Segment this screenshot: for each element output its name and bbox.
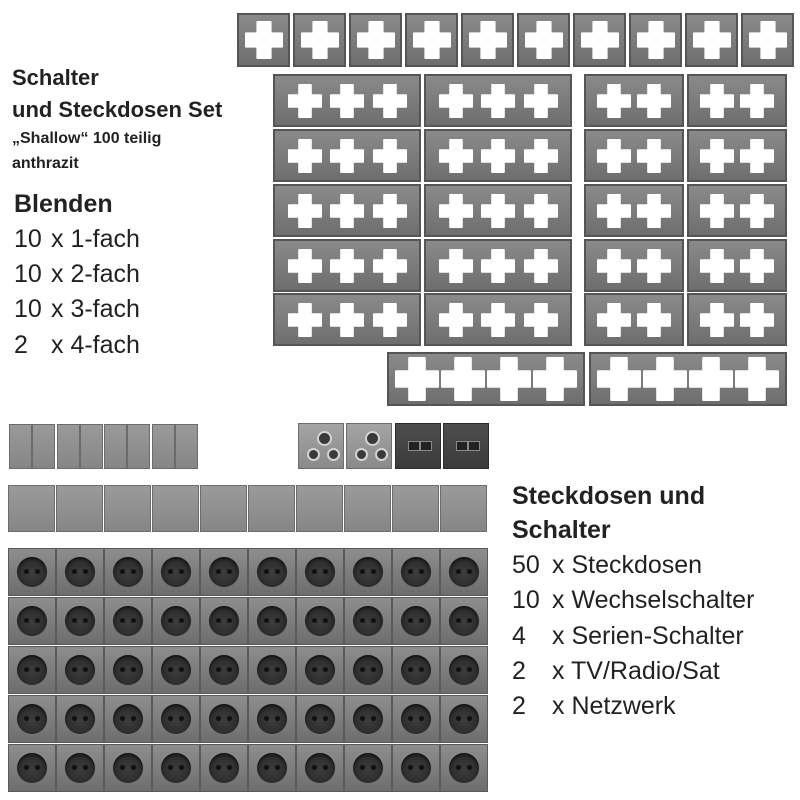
schuko-socket-icon [104,597,152,645]
cross-cutout-icon [689,357,733,401]
schuko-socket-icon [296,744,344,792]
frame-2-fach [584,129,684,182]
schuko-socket-icon [56,744,104,792]
cross-cutout-icon [288,139,322,173]
schuko-socket-icon [200,597,248,645]
frame-2-fach [584,293,684,346]
schuko-socket-icon [344,744,392,792]
cross-cutout-icon [637,249,671,283]
cross-cutout-icon [373,84,407,118]
cross-cutout-icon [637,21,675,59]
schuko-socket-icon [296,548,344,596]
steckdosen-qty: 2 [512,657,526,685]
schuko-socket-icon [56,695,104,743]
cross-cutout-icon [245,21,283,59]
schuko-socket-icon [152,646,200,694]
steckdosen-heading-line1: Steckdosen und [512,482,706,510]
frame-3-fach [273,129,421,182]
schuko-socket-icon [8,695,56,743]
cross-cutout-icon [357,21,395,59]
cross-cutout-icon [524,139,558,173]
blenden-label: x 4-fach [51,331,140,359]
schuko-socket-icon [392,597,440,645]
steckdosen-label: x TV/Radio/Sat [552,657,720,685]
schuko-socket-icon [296,695,344,743]
wechselschalter [344,485,391,532]
cross-cutout-icon [330,194,364,228]
schuko-socket-icon [200,744,248,792]
blenden-label: x 2-fach [51,260,140,288]
switch-split-line [31,424,33,469]
network-port-icon [395,423,441,469]
schuko-socket-icon [440,548,488,596]
wechselschalter [440,485,487,532]
cross-cutout-icon [735,357,779,401]
cross-cutout-icon [525,21,563,59]
cross-cutout-icon [439,139,473,173]
schuko-socket-icon [200,695,248,743]
switch-split-line [79,424,81,469]
schuko-socket-icon [152,695,200,743]
steckdosen-label: x Wechselschalter [552,586,755,614]
schuko-socket-icon [248,695,296,743]
cross-cutout-icon [700,84,734,118]
frame-2-fach [584,74,684,127]
cross-cutout-icon [597,194,631,228]
cross-cutout-icon [524,303,558,337]
schuko-socket-icon [344,695,392,743]
cross-cutout-icon [740,194,774,228]
cross-cutout-icon [740,249,774,283]
cross-cutout-icon [749,21,787,59]
cross-cutout-icon [700,303,734,337]
frame-1-fach [517,13,570,67]
cross-cutout-icon [330,249,364,283]
frame-2-fach [584,184,684,237]
cross-cutout-icon [693,21,731,59]
set-subtitle-line2: anthrazit [12,155,79,172]
frame-2-fach [687,129,787,182]
schuko-socket-icon [440,744,488,792]
blenden-heading: Blenden [14,190,113,218]
frame-1-fach [685,13,738,67]
cross-cutout-icon [740,139,774,173]
frame-2-fach [687,74,787,127]
cross-cutout-icon [395,357,439,401]
cross-cutout-icon [740,303,774,337]
schuko-socket-icon [344,597,392,645]
steckdosen-label: x Serien-Schalter [552,622,744,650]
cross-cutout-icon [740,84,774,118]
schuko-socket-icon [392,744,440,792]
schuko-socket-icon [8,548,56,596]
cross-cutout-icon [524,194,558,228]
schuko-socket-icon [296,646,344,694]
steckdosen-qty: 4 [512,622,526,650]
wechselschalter [296,485,343,532]
wechselschalter [56,485,103,532]
cross-cutout-icon [481,84,515,118]
schuko-socket-icon [392,548,440,596]
frame-4-fach [387,352,585,406]
cross-cutout-icon [637,303,671,337]
wechselschalter [392,485,439,532]
frame-1-fach [405,13,458,67]
cross-cutout-icon [413,21,451,59]
cross-cutout-icon [700,249,734,283]
cross-cutout-icon [581,21,619,59]
steckdosen-heading-line2: Schalter [512,516,611,544]
steckdosen-qty: 2 [512,692,526,720]
cross-cutout-icon [373,194,407,228]
frame-1-fach [237,13,290,67]
network-port-icon [443,423,489,469]
schuko-socket-icon [248,646,296,694]
schuko-socket-icon [104,548,152,596]
cross-cutout-icon [597,303,631,337]
wechselschalter [200,485,247,532]
frame-1-fach [573,13,626,67]
tv-radio-sat-socket-icon [346,423,392,469]
set-title-line2: und Steckdosen Set [12,97,223,122]
steckdosen-label: x Steckdosen [552,551,703,579]
cross-cutout-icon [441,357,485,401]
frame-3-fach [273,239,421,292]
cross-cutout-icon [533,357,577,401]
cross-cutout-icon [330,303,364,337]
wechselschalter [152,485,199,532]
cross-cutout-icon [597,249,631,283]
frame-3-fach [424,239,572,292]
schuko-socket-icon [344,548,392,596]
frame-3-fach [273,74,421,127]
frame-2-fach [687,293,787,346]
frame-2-fach [687,239,787,292]
frame-1-fach [293,13,346,67]
schuko-socket-icon [152,597,200,645]
frame-1-fach [741,13,794,67]
schuko-socket-icon [440,597,488,645]
cross-cutout-icon [330,139,364,173]
schuko-socket-icon [56,597,104,645]
schuko-socket-icon [104,744,152,792]
cross-cutout-icon [330,84,364,118]
blenden-qty: 10 [14,225,42,253]
frame-3-fach [424,184,572,237]
schuko-socket-icon [8,744,56,792]
cross-cutout-icon [373,249,407,283]
schuko-socket-icon [392,646,440,694]
cross-cutout-icon [439,194,473,228]
steckdosen-qty: 50 [512,551,540,579]
cross-cutout-icon [288,194,322,228]
cross-cutout-icon [288,84,322,118]
cross-cutout-icon [643,357,687,401]
cross-cutout-icon [700,139,734,173]
tv-radio-sat-socket-icon [298,423,344,469]
schuko-socket-icon [8,646,56,694]
frame-3-fach [273,293,421,346]
cross-cutout-icon [481,139,515,173]
frame-2-fach [687,184,787,237]
schuko-socket-icon [104,695,152,743]
blenden-label: x 3-fach [51,295,140,323]
schuko-socket-icon [344,646,392,694]
switch-split-line [174,424,176,469]
cross-cutout-icon [439,303,473,337]
wechselschalter [8,485,55,532]
cross-cutout-icon [301,21,339,59]
schuko-socket-icon [200,548,248,596]
steckdosen-label: x Netzwerk [552,692,676,720]
cross-cutout-icon [637,84,671,118]
cross-cutout-icon [288,303,322,337]
cross-cutout-icon [637,194,671,228]
frame-1-fach [629,13,682,67]
schuko-socket-icon [200,646,248,694]
frame-3-fach [424,74,572,127]
cross-cutout-icon [481,249,515,283]
schuko-socket-icon [296,597,344,645]
set-title-line1: Schalter [12,65,99,90]
schuko-socket-icon [56,646,104,694]
cross-cutout-icon [481,303,515,337]
frame-2-fach [584,239,684,292]
schuko-socket-icon [248,744,296,792]
blenden-qty: 10 [14,260,42,288]
cross-cutout-icon [373,139,407,173]
schuko-socket-icon [152,744,200,792]
schuko-socket-icon [248,597,296,645]
schuko-socket-icon [104,646,152,694]
blenden-qty: 10 [14,295,42,323]
cross-cutout-icon [439,249,473,283]
cross-cutout-icon [439,84,473,118]
set-subtitle-line1: „Shallow“ 100 teilig [12,130,162,147]
switch-split-line [126,424,128,469]
cross-cutout-icon [487,357,531,401]
frame-3-fach [424,293,572,346]
frame-1-fach [349,13,402,67]
frame-1-fach [461,13,514,67]
schuko-socket-icon [440,646,488,694]
schuko-socket-icon [152,548,200,596]
cross-cutout-icon [597,139,631,173]
cross-cutout-icon [469,21,507,59]
frame-4-fach [589,352,787,406]
schuko-socket-icon [8,597,56,645]
schuko-socket-icon [392,695,440,743]
wechselschalter [104,485,151,532]
cross-cutout-icon [637,139,671,173]
frame-3-fach [424,129,572,182]
cross-cutout-icon [373,303,407,337]
cross-cutout-icon [524,84,558,118]
cross-cutout-icon [597,357,641,401]
cross-cutout-icon [524,249,558,283]
schuko-socket-icon [56,548,104,596]
frame-3-fach [273,184,421,237]
schuko-socket-icon [248,548,296,596]
blenden-label: x 1-fach [51,225,140,253]
blenden-qty: 2 [14,331,28,359]
cross-cutout-icon [700,194,734,228]
cross-cutout-icon [597,84,631,118]
steckdosen-qty: 10 [512,586,540,614]
cross-cutout-icon [481,194,515,228]
schuko-socket-icon [440,695,488,743]
wechselschalter [248,485,295,532]
cross-cutout-icon [288,249,322,283]
